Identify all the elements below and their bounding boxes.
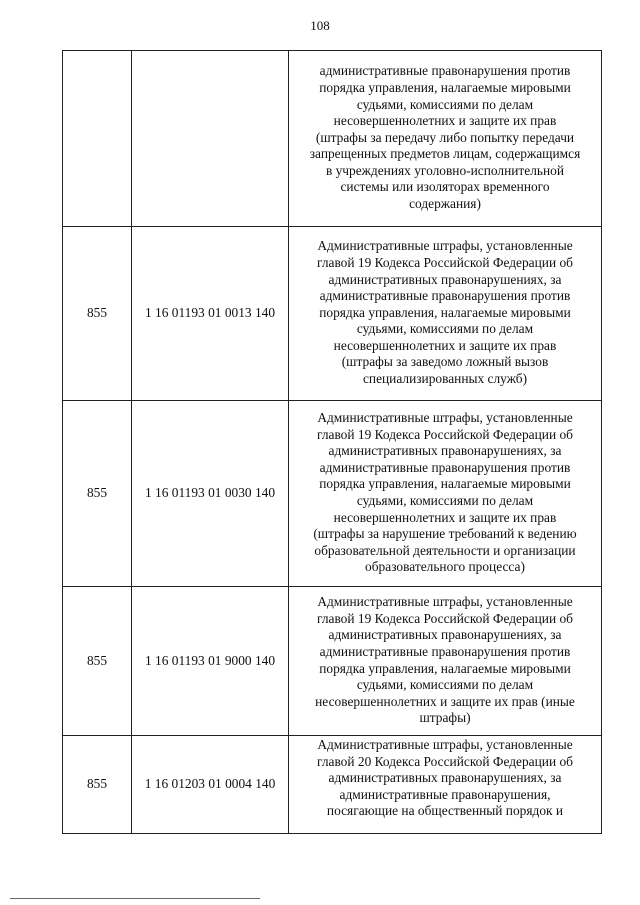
description-text: Административные штрафы, установленные главой 19 Кодекса Российской Федерации об административных правонарушениях, за административные правонарушения против порядка управления, налагаемые мировыми судьями, комиссиями по делам несовершеннолетних и защите их прав (штрафы за заведомо ложный вызов специализированных служб) [317,238,573,387]
description-cell [289,227,602,401]
budget-code-table [62,50,602,834]
table-row [63,51,602,227]
description-cell [289,51,602,227]
budget-code-cell [132,51,289,227]
budget-code-cell: 1 16 01203 01 0004 140 [132,736,289,834]
scan-edge-line [10,898,260,899]
budget-code-cell: 1 16 01193 01 9000 140 [132,587,289,736]
description-cell [289,401,602,587]
budget-code-cell: 1 16 01193 01 0013 140 [132,227,289,401]
admin-code-cell [63,51,132,227]
description-text: административные правонарушения против порядка управления, налагаемые мировыми судьями, комиссиями по делам несовершеннолетних и защите их прав (штрафы за передачу либо попытку передачи запрещенных предметов лицам, содержащимся в учреждениях уголовно-исполнительной системы или изоляторах временного содержания) [309,63,581,212]
description-text: Административные штрафы, установленные главой 19 Кодекса Российской Федерации об административных правонарушениях, за административные правонарушения против порядка управления, налагаемые мировыми судьями, комиссиями по делам несовершеннолетних и защите их прав (иные штрафы) [315,594,575,726]
description-text: Административные штрафы, установленные главой 19 Кодекса Российской Федерации об административных правонарушениях, за административные правонарушения против порядка управления, налагаемые мировыми судьями, комиссиями по делам несовершеннолетних и защите их прав (штрафы за нарушение требований к ведению образовательной деятельности и организации образовательного процесса) [313,410,577,575]
table-row [63,587,602,736]
admin-code-cell: 855 [63,401,132,587]
description-text: Административные штрафы, установленные главой 20 Кодекса Российской Федерации об административных правонарушениях, за административные правонарушения, посягающие на общественный порядок и [317,737,573,819]
table-row [63,736,602,834]
description-cell [289,736,602,834]
admin-code-cell: 855 [63,736,132,834]
description-cell [289,587,602,736]
budget-code-cell: 1 16 01193 01 0030 140 [132,401,289,587]
table-row [63,227,602,401]
table-row [63,401,602,587]
page-number: 108 [310,18,330,33]
admin-code-cell: 855 [63,587,132,736]
admin-code-cell: 855 [63,227,132,401]
